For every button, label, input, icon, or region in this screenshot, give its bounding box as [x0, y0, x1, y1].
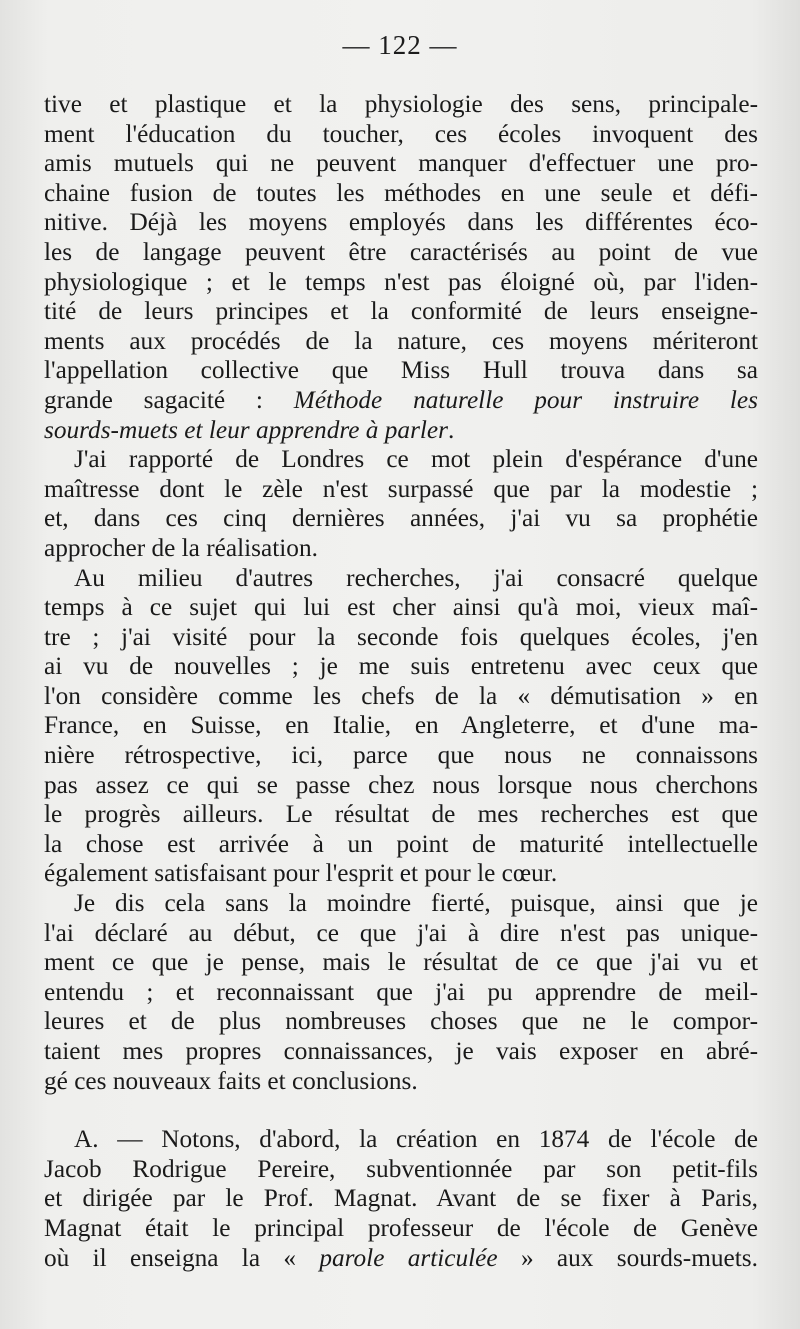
body-text — [44, 90, 758, 1273]
text-line: taient mes propres connaissances, je vais exposer en abré- — [44, 1037, 758, 1065]
text-line: temps à ce sujet qui lui est cher ainsi qu'à moi, vieux maî- — [44, 593, 758, 622]
text-line: l'ai déclaré au début, ce que j'ai à dire n'est pas unique- — [44, 918, 758, 947]
italic-title: sourds-muets et leur apprendre à parler — [44, 415, 449, 444]
text-span: grande sagacité : — [44, 385, 294, 414]
italic-title: Méthode naturelle pour instruire les — [293, 385, 758, 414]
text-line: A. — Notons, d'abord, la création en 1874 de l'école de — [74, 1125, 758, 1154]
text-line: amis mutuels qui ne peuvent manquer d'effectuer une pro- — [44, 149, 758, 178]
text-line: leures et de plus nombreuses choses que ne le compor- — [44, 1007, 758, 1036]
italic-term: parole articulée — [319, 1243, 498, 1272]
text-line: l'appellation collective que Miss Hull trouva dans sa — [44, 356, 758, 385]
paragraph-1 — [44, 90, 758, 445]
text-line: ment l'éducation du toucher, ces écoles invoquent des — [44, 119, 758, 148]
text-line: ments aux procédés de la nature, ces moyens mériteront — [44, 326, 758, 355]
text-line: Magnat était le principal professeur de l'école de Genève — [44, 1213, 758, 1242]
text-line — [44, 386, 758, 416]
text-line: également satisfaisant pour l'esprit et pour le cœur. — [44, 859, 558, 888]
text-line: Au milieu d'autres recherches, j'ai consacré quelque — [74, 563, 758, 592]
paragraph-3 — [44, 564, 758, 890]
text-span: . — [448, 415, 455, 444]
text-line: J'ai rapporté de Londres ce mot plein d'espérance d'une — [74, 445, 758, 474]
page-number: — 122 — — [342, 30, 458, 60]
text-line: ment ce que je pense, mais le résultat de ce que j'ai vu et — [44, 948, 758, 977]
text-line — [44, 416, 758, 446]
text-line — [44, 1244, 758, 1274]
text-line: la chose est arrivée à un point de maturité intellectuelle — [44, 829, 758, 858]
text-span: » aux sourds-muets. — [497, 1243, 758, 1272]
text-line: physiologique ; et le temps n'est pas éloigné où, par l'iden- — [44, 267, 758, 296]
paragraph-2 — [44, 445, 758, 563]
text-line: pas assez ce qui se passe chez nous lorsque nous cherchons — [44, 770, 758, 799]
text-line: le progrès ailleurs. Le résultat de mes recherches est que — [44, 800, 758, 829]
text-line: entendu ; et reconnaissant que j'ai pu apprendre de meil- — [44, 977, 758, 1006]
text-line: gé ces nouveaux faits et conclusions. — [44, 1066, 418, 1095]
text-line: France, en Suisse, en Italie, en Angleterre, et d'une ma- — [44, 711, 758, 740]
text-line: et dirigée par le Prof. Magnat. Avant de se fixer à Paris, — [44, 1184, 758, 1213]
text-line: nière rétrospective, ici, parce que nous ne connaissons — [44, 741, 758, 770]
text-span: où il enseigna la « — [44, 1243, 320, 1272]
text-line: les de langage peuvent être caractérisés au point de vue — [44, 237, 758, 266]
text-line: tre ; j'ai visité pour la seconde fois quelques écoles, j'en — [44, 622, 758, 651]
text-line: tité de leurs principes et la conformité de leurs enseigne- — [44, 297, 758, 326]
text-line: nitive. Déjà les moyens employés dans les différentes éco- — [44, 208, 758, 237]
text-line: tive et plastique et la physiologie des sens, principale- — [44, 90, 758, 118]
text-line: maîtresse dont le zèle n'est surpassé que par la modestie ; — [44, 474, 758, 503]
text-line: approcher de la réalisation. — [44, 533, 318, 562]
paragraph-4 — [44, 889, 758, 1096]
text-line: ai vu de nouvelles ; je me suis entretenu avec ceux que — [44, 652, 758, 681]
text-line: Jacob Rodrigue Pereire, subventionnée par son petit-fils — [44, 1154, 758, 1183]
text-line: Je dis cela sans la moindre fierté, puisque, ainsi que je — [74, 889, 758, 918]
text-line: et, dans ces cinq dernières années, j'ai vu sa prophétie — [44, 504, 758, 533]
paragraph-a — [44, 1125, 758, 1273]
text-line: l'on considère comme les chefs de la « démutisation » en — [44, 681, 758, 710]
text-line: chaine fusion de toutes les méthodes en une seule et défi- — [44, 178, 758, 207]
